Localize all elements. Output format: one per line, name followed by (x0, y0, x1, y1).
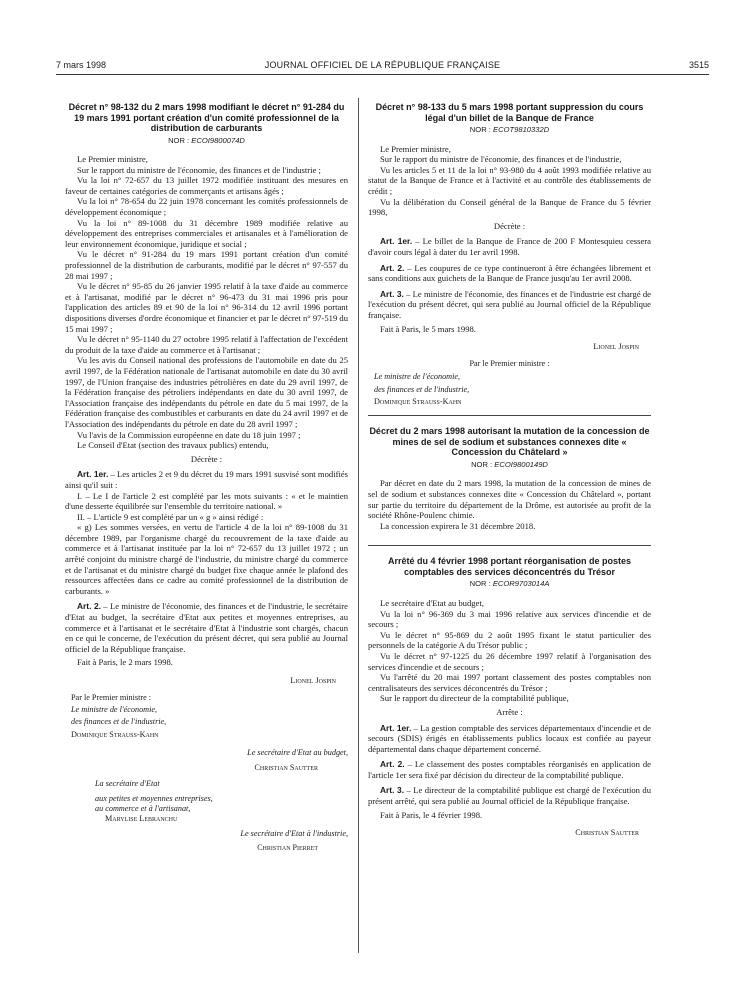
paragraph: Sur le rapport du directeur de la comptabilité publique, (380, 693, 569, 704)
decree-98-132-art1 (65, 469, 348, 490)
art3-heading: Art. 3. (380, 785, 405, 796)
right-column (368, 102, 651, 845)
section-separator (368, 545, 651, 546)
signature-lionel-jospin: Lionel Jospin (593, 342, 639, 352)
paragraph: Vu le décret n° 91-284 du 19 mars 1991 portant création d'un comité professionnel de la distribution de carburants, modifié par le décret n° 97-557 du 28 mai 1997 ; (65, 249, 348, 281)
decree-98-133-art2 (368, 263, 651, 284)
column-divider (358, 98, 359, 953)
paragraph: La concession expirera le 31 décembre 2018. (380, 520, 536, 531)
pme-secretary-title-line3: au commerce et à l'artisanat, (95, 804, 191, 814)
par-premier-ministre: Par le Premier ministre : (71, 692, 152, 702)
decree-chatelard-nor (368, 460, 651, 471)
arrete-4-fevrier-place-date: Fait à Paris, le 4 février 1998. (380, 809, 483, 820)
header-journal-title: JOURNAL OFFICIEL DE LA RÉPUBLIQUE FRANÇAISE (264, 60, 501, 70)
art2-text: – Le ministre de l'économie, des finances et de l'industrie, le secrétaire d'Etat au budget, la secrétaire d'Etat aux petites et moyennes entreprises, au commerce et à l'artisanat et le secrétaire d'Etat à l'industrie sont chargés, chacun en ce qui le concerne, de l'exécution du présent décret, qui sera publié au Journal officiel de la République française. (65, 601, 348, 654)
decree-chatelard-title: Décret du 2 mars 1998 autorisant la mutation de la concession de mines de sel de sodium et substances connexes dite « Concession du Châtelard » (369, 426, 650, 458)
decree-98-132-place-date: Fait à Paris, le 2 mars 1998. (77, 657, 173, 668)
decree-98-133-nor (368, 125, 651, 136)
minister-title-line1: Le ministre de l'économie, (71, 705, 158, 714)
decree-98-132-nor (65, 136, 348, 147)
art2-heading: Art. 2. (380, 262, 405, 273)
art3-text: – Le ministre de l'économie, des finances et de l'industrie est chargé de l'exécution du présent décret, qui sera publié au Journal officiel de la République française. (368, 288, 651, 320)
art3-heading: Art. 3. (380, 288, 404, 299)
nor-label: NOR : (469, 579, 491, 589)
paragraph: Par décret en date du 2 mars 1998, la mutation de la concession de mines de sel de sodium et substances connexes dite « Concession du Châtelard », portant sur partie du territoire du département de la Drôme, est autorisée au profit de la société Rhône-Poulenc chimie. (368, 478, 651, 521)
decree-98-132-visas (65, 154, 348, 451)
decree-chatelard-body (368, 478, 651, 531)
art2-heading: Art. 2. (380, 759, 405, 770)
paragraph: Sur le rapport du ministre de l'économie, des finances et de l'industrie ; (77, 164, 321, 175)
header-page-number: 3515 (688, 60, 709, 70)
paragraph: Vu la loi n° 89-1008 du 31 décembre 1989 modifiée relative au développement des entreprises commerciales et artisanales et à l'amélioration de leur environnement économique, juridique et social ; (65, 217, 348, 249)
paragraph: Vu l'avis de la Commission européenne en date du 18 juin 1997 ; (77, 429, 301, 440)
paragraph: Sur le rapport du ministre de l'économie, des finances et de l'industrie, (380, 154, 622, 165)
decree-98-132-art2 (65, 601, 348, 654)
nor-code: ECOI9800074D (191, 135, 245, 145)
paragraph: Vu le décret n° 95-869 du 2 août 1995 fixant le statut particulier des personnels de la catégorie A du Trésor public ; (368, 629, 651, 651)
signature-lionel-jospin: Lionel Jospin (290, 676, 336, 685)
signature-christian-pierret: Christian Pierret (257, 843, 318, 853)
industry-secretary-title: Le secrétaire d'Etat à l'industrie, (240, 828, 348, 838)
nor-code: ECOR9703014A (492, 579, 550, 589)
header-date: 7 mars 1998 (56, 60, 107, 70)
art1-heading: Art. 1er. (380, 722, 412, 733)
nor-code: ECOI9800149D (494, 459, 548, 469)
art2-text: – Le classement des postes comptables réorganisés en application de l'article 1er sera fixé par décision du directeur de la comptabilité publique. (368, 759, 651, 780)
paragraph: Le Premier ministre, (77, 154, 148, 165)
art3-text: – Le directeur de la comptabilité publique est chargé de l'exécution du présent arrêté, qui sera publié au Journal officiel de la République française. (368, 785, 651, 807)
arrete-4-fevrier-art2 (368, 759, 651, 780)
paragraph: Vu le décret n° 95-1140 du 27 octobre 1995 relatif à l'affectation de l'excédent du produit de la taxe d'aide au commerce et à l'artisanat ; (65, 334, 348, 355)
arrete-4-fevrier-nor (368, 579, 651, 590)
paragraph: Vu les avis du Conseil national des professions de l'automobile en date du 25 avril 1997, de la Fédération nationale de l'artisanat automobile en date du 30 avril 1997, de l'Union française des industries pétrolières en date du 29 avril 1997, de la Fédération française des pétroliers indépendants en date du 30 avril 1997, de l'Association française des indépendants du pétrole en date du 5 mai 1997, de la Fédération française des combustibles et carburants en date du 24 avril 1997 et de l'Association des indépendants du pétrole en date du 28 avril 1997 ; (65, 355, 348, 429)
arrete-4-fevrier-art1 (368, 723, 651, 755)
minister-title-line2: des finances et de l'industrie, (374, 384, 470, 394)
decree-98-133-art1 (368, 236, 651, 257)
decree-98-133-place-date: Fait à Paris, le 5 mars 1998. (380, 323, 476, 334)
nor-label: NOR : (168, 135, 190, 145)
arrete-4-fevrier-visas (368, 598, 651, 704)
nor-label: NOR : (471, 459, 493, 469)
paragraph: Le secrétaire d'Etat au budget, (380, 597, 484, 608)
signature-marylise-lebranchu: Marylise Lebranchu (105, 814, 178, 824)
section-separator (368, 415, 651, 416)
paragraph: Vu le décret n° 97-1225 du 26 décembre 1997 relatif à l'organisation des services d'incendie et de secours ; (368, 650, 651, 672)
signature-dominique-strauss-kahn: Dominique Strauss-Kahn (71, 729, 159, 739)
decree-98-132-title: Décret n° 98-132 du 2 mars 1998 modifiant le décret n° 91-284 du 19 mars 1991 portant création d'un comité professionnel de la distribution de carburants (68, 102, 345, 133)
art1-heading: Art. 1er. (380, 236, 413, 247)
art1-text: – Le billet de la Banque de France de 200 F Montesquieu cessera d'avoir cours légal à dater du 1er avril 1998. (368, 236, 651, 257)
signature-dominique-strauss-kahn: Dominique Strauss-Kahn (374, 396, 462, 406)
paragraph: Vu l'arrêté du 20 mai 1997 portant classement des postes comptables non centralisateurs des services déconcentrés du Trésor ; (368, 672, 651, 693)
paragraph: Vu le décret n° 95-85 du 26 janvier 1995 relatif à la taxe d'aide au commerce et à l'artisanat, modifié par le décret n° 96-473 du 31 mai 1996 pris pour l'application des articles 89 et 90 de la loi n° 96-314 du 12 avril 1996 portant dispositions diverses d'ordre économique et financier et par le décret n° 97-519 du 15 mai 1997 ; (65, 281, 348, 334)
art1-text: – Les articles 2 et 9 du décret du 19 mars 1991 susvisé sont modifiés ainsi qu'il suit : (65, 469, 348, 490)
paragraph: Vu la loi n° 72-657 du 13 juillet 1972 modifiée instituant des mesures en faveur de certaines catégories de commerçants et artisans âgés ; (65, 175, 348, 196)
arrete-4-fevrier-title: Arrêté du 4 février 1998 portant réorganisation de postes comptables des services déconcentrés du Trésor (387, 556, 632, 577)
paragraph: Le Conseil d'Etat (section des travaux publics) entendu, (77, 440, 269, 451)
pme-secretary-title-line2: aux petites et moyennes entreprises, (95, 793, 213, 803)
paragraph: Vu la loi n° 78-654 du 22 juin 1978 concernant les comités professionnels de développement économique ; (65, 196, 348, 218)
decree-98-132-item-i: I. – Le I de l'article 2 est complété par les mots suivants : « et le maintien d'une desserte équilibrée sur l'ensemble du territoire national. » (65, 490, 348, 512)
paragraph: Vu les articles 5 et 11 de la loi n° 93-980 du 4 août 1993 modifiée relative au statut de la Banque de France et à l'activité et au contrôle des établissements de crédit ; (368, 164, 651, 196)
art1-heading: Art. 1er. (77, 469, 109, 480)
decree-98-133-art3 (368, 289, 651, 321)
paragraph: Vu la loi n° 96-369 du 3 mai 1996 relative aux services d'incendie et de secours ; (368, 608, 651, 630)
left-column (65, 102, 348, 856)
art1-text: – La gestion comptable des services départementaux d'incendie et de secours (SDIS) érigés en établissements publics locaux est confiée au payeur départemental dans chaque département concerné. (368, 722, 651, 754)
nor-code: ECOT9810332D (493, 125, 550, 134)
decree-98-132-item-g: « g) Les sommes versées, en vertu de l'article 4 de la loi n° 89-1008 du 31 décembre 1989, par l'organisme chargé du recouvrement de la taxe d'aide au commerce et à l'artisanat instituée par la loi n° 72-657 du 13 juillet 1972 ; un arrêté conjoint du ministre chargé de l'industrie, du ministre chargé du commerce et de l'artisanat et du ministre chargé du budget fixe chaque année le plafond des ressources affectées dans ce cadre au comité professionnel de la distribution de carburants. » (65, 522, 348, 596)
budget-secretary-title: Le secrétaire d'Etat au budget, (247, 748, 348, 758)
art2-text: – Les coupures de ce type continueront à être échangées librement et sans conditions aux guichets de la Banque de France jusqu'au 1er avril 2008. (368, 262, 651, 284)
decree-98-133-decrete: Décrète : (493, 220, 526, 231)
art2-heading: Art. 2. (77, 601, 101, 612)
signature-christian-sautter: Christian Sautter (254, 762, 318, 772)
signature-christian-sautter: Christian Sautter (575, 828, 639, 838)
decree-98-133-title: Décret n° 98-133 du 5 mars 1998 portant suppression du cours légal d'un billet de la Banque de France (375, 102, 644, 123)
minister-title-line1: Le ministre de l'économie, (374, 372, 461, 382)
minister-title-line2: des finances et de l'industrie, (71, 717, 167, 727)
paragraph: Le Premier ministre, (380, 143, 451, 154)
nor-label: NOR : (469, 125, 491, 134)
decree-98-133-visas (368, 144, 651, 218)
arrete-4-fevrier-art3 (368, 785, 651, 806)
decree-98-132-decrete: Décrète : (190, 453, 223, 464)
par-premier-ministre: Par le Premier ministre : (469, 358, 550, 368)
pme-secretary-title-line1: La secrétaire d'Etat (95, 779, 160, 789)
paragraph: Vu la délibération du Conseil général de la Banque de France du 5 février 1998, (368, 196, 651, 218)
page-header (56, 60, 709, 75)
decree-98-132-item-ii: II. – L'article 9 est complété par un « g » ainsi rédigé : (77, 511, 264, 522)
arrete-4-fevrier-arrete: Arrête : (496, 706, 523, 717)
